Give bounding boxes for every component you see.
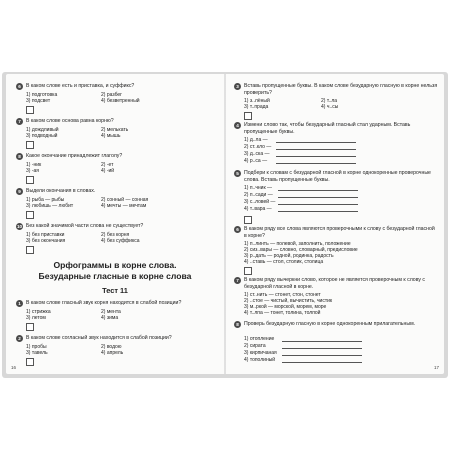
fill-item: 3) д..ска — xyxy=(244,151,270,157)
fill-line[interactable] xyxy=(276,142,356,143)
question-number: 6 xyxy=(234,226,241,233)
fill-line[interactable] xyxy=(282,362,362,363)
fill-item: 4) р..са — xyxy=(244,158,268,164)
question-number: 2 xyxy=(16,335,23,342)
answer-box[interactable] xyxy=(26,211,34,219)
fill-line[interactable] xyxy=(282,348,362,349)
fill-item: 2) п..сади — xyxy=(244,192,273,198)
section-heading-line1: Орфограммы в корне слова. xyxy=(53,260,177,270)
question-text: Измени слово так, чтобы безударный гласный стал ударным. Вставь пропущенные буквы. xyxy=(244,122,411,135)
question-1 xyxy=(16,300,216,308)
option: 1) пробы xyxy=(26,344,47,350)
question-text: В каком ряду все слова являются проверочными к слову с безударной гласной в корне? xyxy=(244,226,435,239)
option: 2) без корня xyxy=(101,232,130,238)
option: 3) без окончания xyxy=(26,238,66,244)
fill-line[interactable] xyxy=(278,197,358,198)
option: 4) безветренный xyxy=(101,98,140,104)
fill-item: 4) т..вара — xyxy=(244,206,272,212)
question-number: 6 xyxy=(16,83,23,90)
question-text: Вставь пропущенные буквы. В каком слове безударную гласную в корне нельзя проверить? xyxy=(244,83,438,96)
question-5 xyxy=(234,170,438,184)
option: 2) водою xyxy=(101,344,122,350)
fill-line[interactable] xyxy=(276,149,356,150)
question-text: Какое окончание принадлежит глаголу? xyxy=(26,153,123,159)
answer-box[interactable] xyxy=(244,216,252,224)
page-number: 17 xyxy=(433,365,439,370)
option: 3) подводный xyxy=(26,133,58,139)
right-page xyxy=(226,74,444,374)
answer-box[interactable] xyxy=(244,112,252,120)
question-text: Подбери к словам с безударной гласной в корне однокоренные проверочные слова. Вставь пропущенные буквы. xyxy=(244,170,431,183)
option: 3) м..ркой — морской, морем, море xyxy=(244,304,327,310)
option: 4) зима xyxy=(101,315,119,321)
option: 2) т..ла xyxy=(321,98,338,104)
option: 1) ст..нить — стонет, стон, стонет xyxy=(244,292,321,298)
question-number: 9 xyxy=(16,188,23,195)
fill-line[interactable] xyxy=(276,163,356,164)
question-text: В каком слове гласный звук корня находится в слабой позиции? xyxy=(26,300,182,306)
fill-item: 3) с..ловей — xyxy=(244,199,276,205)
question-number: 1 xyxy=(16,300,23,307)
question-text: Выдели окончания в словах. xyxy=(26,188,96,194)
fill-line[interactable] xyxy=(278,211,358,212)
question-3 xyxy=(234,83,438,97)
question-number: 7 xyxy=(16,118,23,125)
question-text: Без какой значимой части слова не существует? xyxy=(26,223,144,229)
fill-item: 3) кирпичаная xyxy=(244,350,277,356)
option: 3) тавель xyxy=(26,350,48,356)
option: 2) сиз..вары — словно, словарный, предисловие xyxy=(244,247,358,253)
option: 4) без суффикса xyxy=(101,238,140,244)
option: 3) подсвет xyxy=(26,98,51,104)
option: 3) любишь — любит xyxy=(26,203,74,209)
option: 4) т..лпа — тонет, толина, толпой xyxy=(244,310,321,316)
question-number: 10 xyxy=(16,224,23,229)
fill-line[interactable] xyxy=(282,341,362,342)
fill-line[interactable] xyxy=(276,156,356,157)
question-text: В каком ряду вычеркни слово, которое не является проверочным к слову с безударной гласной в корне. xyxy=(244,277,425,290)
left-page xyxy=(6,74,224,374)
question-9 xyxy=(16,188,216,196)
question-number: 8 xyxy=(234,321,241,328)
question-number: 3 xyxy=(234,83,241,90)
option: 1) дождливый xyxy=(26,127,59,133)
question-6 xyxy=(16,83,216,91)
question-number: 8 xyxy=(16,153,23,160)
option: 2) мелькать xyxy=(101,127,129,133)
option: 2) разбег xyxy=(101,92,122,98)
option: 4) апрель xyxy=(101,350,124,356)
fill-item: 2) ст..кло — xyxy=(244,144,272,150)
fill-line[interactable] xyxy=(282,355,362,356)
fill-line[interactable] xyxy=(278,190,358,191)
option: 4) ч..сы xyxy=(321,104,339,110)
question-number: 7 xyxy=(234,277,241,284)
option: 2) -ет xyxy=(101,162,114,168)
question-number: 4 xyxy=(234,122,241,129)
fill-item: 4) тополиный xyxy=(244,357,276,363)
answer-box[interactable] xyxy=(26,176,34,184)
question-text: В каком слове основа равна корню? xyxy=(26,118,114,124)
section-heading-line2: Безударные гласные в корне слова xyxy=(38,271,192,281)
fill-line[interactable] xyxy=(278,204,358,205)
answer-box[interactable] xyxy=(26,141,34,149)
question-text: Проверь безударную гласную в корне однокоренным прилагательным. xyxy=(244,321,416,327)
option: 2) мента xyxy=(101,309,121,315)
question-8 xyxy=(234,321,438,335)
test-title: Тест 11 xyxy=(102,286,128,295)
option: 4) -ий xyxy=(101,168,115,174)
option: 4) ..ставь — стол, столик, столица xyxy=(244,259,324,265)
option: 3) т..прада xyxy=(244,104,269,110)
answer-box[interactable] xyxy=(26,106,34,114)
question-8 xyxy=(16,153,216,161)
option: 1) -ник xyxy=(26,162,42,168)
answer-box[interactable] xyxy=(244,267,252,275)
answer-box[interactable] xyxy=(26,358,34,366)
option: 3) летом xyxy=(26,315,46,321)
fill-item: 2) сирата xyxy=(244,343,266,349)
option: 2) сонный — сонная xyxy=(101,197,149,203)
option: 2) ..стое — чистый, вычистить, чистик xyxy=(244,298,333,304)
option: 1) з..лёный xyxy=(244,98,270,104)
page-number: 16 xyxy=(11,365,17,370)
answer-box[interactable] xyxy=(26,323,34,331)
question-text: В каком слове согласный звук находится в слабой позиции? xyxy=(26,335,172,341)
fill-item: 1) д..ла — xyxy=(244,137,268,143)
answer-box[interactable] xyxy=(26,246,34,254)
question-7 xyxy=(234,277,438,291)
option: 4) мышь xyxy=(101,133,121,139)
question-4 xyxy=(234,122,438,136)
question-7 xyxy=(16,118,216,126)
option: 1) п..линть — полевой, заполнить, положение xyxy=(244,241,351,247)
question-2 xyxy=(16,335,216,343)
option: 1) без приставки xyxy=(26,232,65,238)
question-6 xyxy=(234,226,438,240)
fill-item: 1) п..чник — xyxy=(244,185,273,191)
question-text: В каком слове есть и приставка, и суффикс? xyxy=(26,83,135,89)
option: 3) -ая xyxy=(26,168,39,174)
fill-item: 1) отопление xyxy=(244,336,275,342)
question-number: 5 xyxy=(234,170,241,177)
question-10 xyxy=(16,223,216,231)
option: 1) рыба — рыбы xyxy=(26,197,65,203)
option: 4) мечты — мечтам xyxy=(101,203,147,209)
option: 1) стрижка xyxy=(26,309,51,315)
option: 1) подготовка xyxy=(26,92,58,98)
option: 3) р..дать — родной, родинка, радость xyxy=(244,253,334,259)
